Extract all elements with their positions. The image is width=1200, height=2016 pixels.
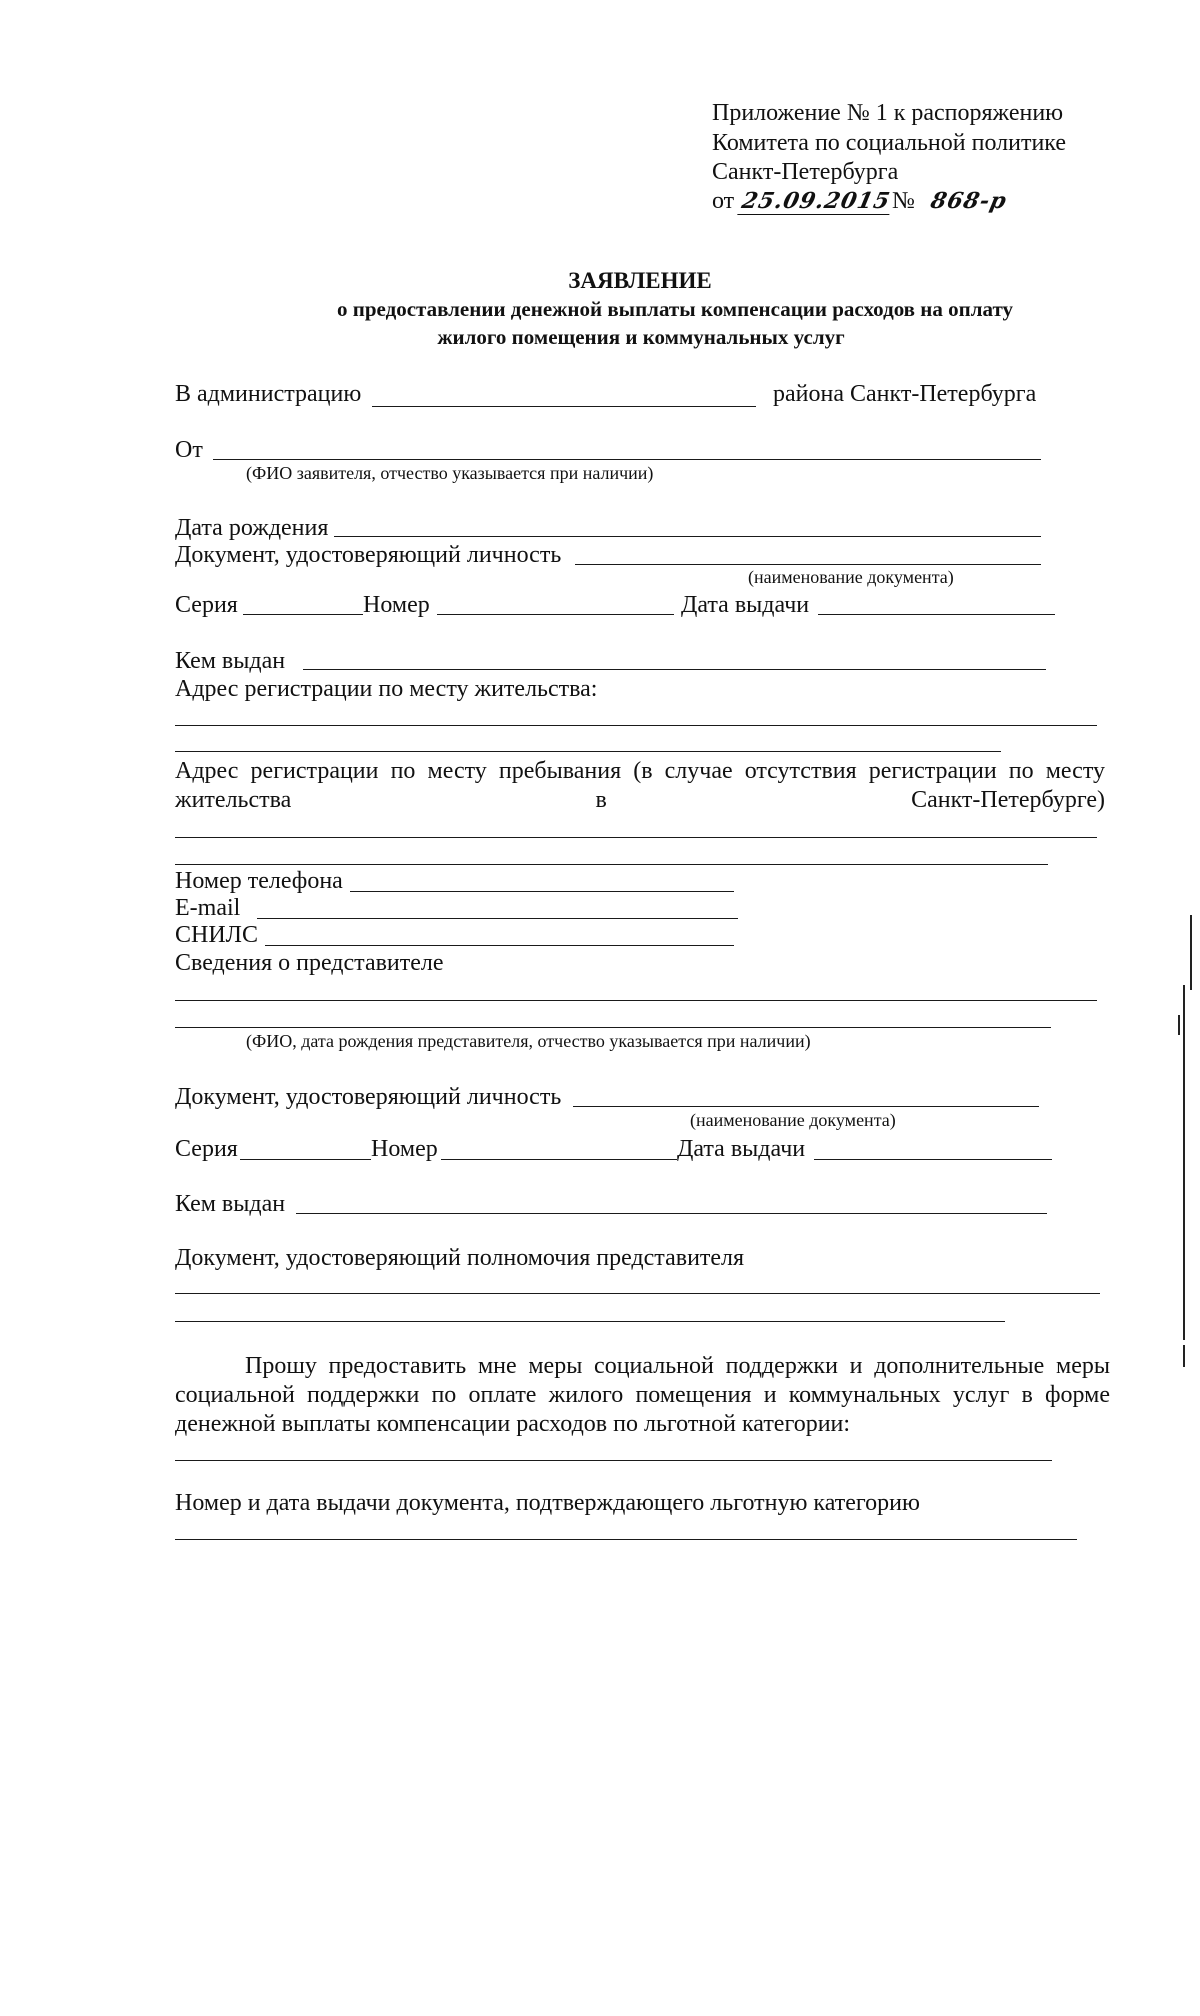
scan-margin-mark-2	[1183, 985, 1185, 1340]
rep-series-label: Серия	[175, 1136, 238, 1162]
snils-field[interactable]	[265, 945, 734, 946]
issued-by-label: Кем выдан	[175, 648, 286, 674]
issue-date-label: Дата выдачи	[681, 592, 810, 618]
birth-date-label: Дата рождения	[175, 515, 329, 541]
benefit-doc-field[interactable]	[175, 1539, 1077, 1540]
representative-label: Сведения о представителе	[175, 950, 444, 976]
representative-hint: (ФИО, дата рождения представителя, отчество указывается при наличии)	[246, 1031, 811, 1051]
document-title: ЗАЯВЛЕНИЕ	[568, 268, 712, 293]
birth-date-field[interactable]	[334, 536, 1041, 537]
appendix-line-1: Приложение № 1 к распоряжению	[712, 100, 1064, 126]
rep-id-document-label: Документ, удостоверяющий личность	[175, 1084, 562, 1110]
handwritten-date: 25.09.2015	[737, 189, 894, 215]
applicant-name-field[interactable]	[213, 459, 1041, 460]
appendix-line-3: Санкт-Петербурга	[712, 159, 899, 185]
scan-margin-mark-3	[1178, 1015, 1180, 1035]
series-label: Серия	[175, 592, 238, 618]
from-prefix: от	[712, 188, 735, 214]
document-subtitle-2: жилого помещения и коммунальных услуг	[437, 325, 845, 349]
issue-date-field[interactable]	[818, 614, 1055, 615]
email-label: E-mail	[175, 895, 241, 921]
district-suffix-label: района Санкт-Петербурга	[773, 381, 1037, 407]
number-prefix: №	[891, 188, 915, 214]
number-field[interactable]	[437, 614, 674, 615]
stay-address-label: Адрес регистрации по месту пребывания (в случае отсутствия регистрации по месту жительства в Санкт-Петербурге)	[175, 758, 1105, 813]
scan-margin-mark-4	[1183, 1345, 1185, 1367]
issued-by-field[interactable]	[303, 669, 1046, 670]
email-field[interactable]	[257, 918, 738, 919]
rep-issued-by-label: Кем выдан	[175, 1191, 286, 1217]
residence-address-line-2[interactable]	[175, 751, 1001, 752]
number-label: Номер	[363, 592, 430, 618]
rep-number-label: Номер	[371, 1136, 438, 1162]
phone-field[interactable]	[350, 891, 734, 892]
snils-label: СНИЛС	[175, 922, 258, 948]
from-label: От	[175, 437, 203, 463]
benefit-doc-label: Номер и дата выдачи документа, подтверждающего льготную категорию	[175, 1490, 920, 1516]
rep-series-field[interactable]	[240, 1159, 371, 1160]
rep-authority-doc-label: Документ, удостоверяющий полномочия представителя	[175, 1245, 745, 1271]
scan-margin-mark-1	[1190, 915, 1192, 990]
rep-authority-line-2[interactable]	[175, 1321, 1005, 1322]
id-document-hint: (наименование документа)	[748, 567, 954, 587]
stay-address-line-2[interactable]	[175, 864, 1048, 865]
id-document-field[interactable]	[575, 564, 1041, 565]
representative-line-2[interactable]	[175, 1027, 1051, 1028]
rep-authority-line-1[interactable]	[175, 1293, 1100, 1294]
rep-number-field[interactable]	[441, 1159, 677, 1160]
applicant-name-hint: (ФИО заявителя, отчество указывается при наличии)	[246, 463, 654, 483]
representative-line-1[interactable]	[175, 1000, 1097, 1001]
benefit-category-field[interactable]	[175, 1460, 1052, 1461]
id-document-label: Документ, удостоверяющий личность	[175, 542, 562, 568]
phone-label: Номер телефона	[175, 868, 343, 894]
rep-issued-by-field[interactable]	[296, 1213, 1047, 1214]
appendix-line-4	[712, 188, 1010, 216]
district-field[interactable]	[372, 406, 756, 407]
document-subtitle-1: о предоставлении денежной выплаты компенсации расходов на оплату	[337, 297, 1013, 321]
rep-issue-date-label: Дата выдачи	[677, 1136, 806, 1162]
handwritten-number: 868-р	[928, 188, 1010, 214]
to-admin-label: В администрацию	[175, 381, 362, 407]
residence-address-label: Адрес регистрации по месту жительства:	[175, 676, 598, 702]
series-field[interactable]	[243, 614, 363, 615]
rep-id-document-field[interactable]	[573, 1106, 1039, 1107]
rep-id-document-hint: (наименование документа)	[690, 1110, 896, 1130]
stay-address-line-1[interactable]	[175, 837, 1097, 838]
rep-issue-date-field[interactable]	[814, 1159, 1052, 1160]
request-paragraph: Прошу предоставить мне меры социальной поддержки и дополнительные меры социальной поддержки по оплате жилого помещения и коммунальных услуг в форме денежной выплаты компенсации расходов по льготной категории:	[175, 1353, 1110, 1437]
residence-address-line-1[interactable]	[175, 725, 1097, 726]
appendix-line-2: Комитета по социальной политике	[712, 130, 1067, 156]
